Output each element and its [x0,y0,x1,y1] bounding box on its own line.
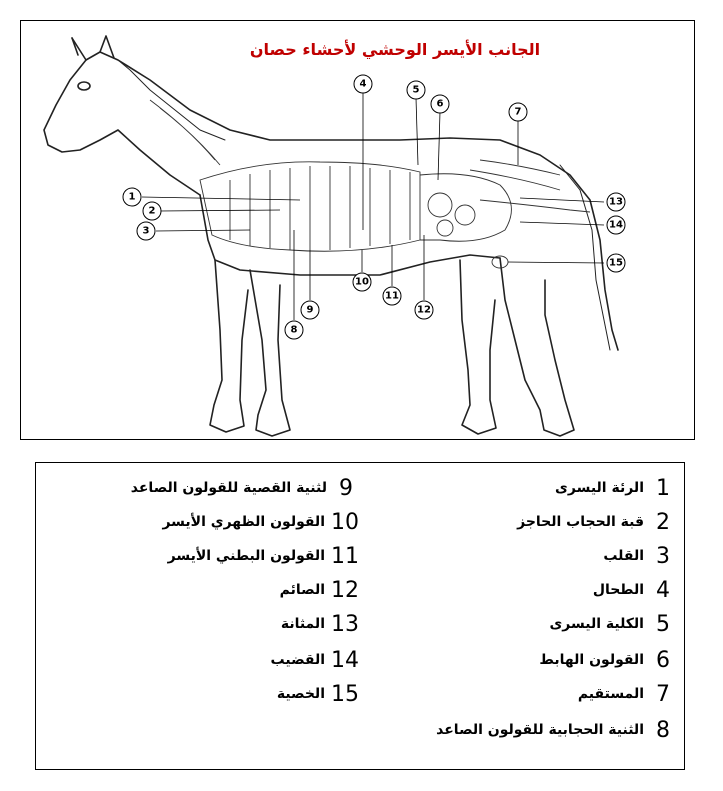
callout-2 [143,202,161,220]
callout-number: 4 [359,78,367,90]
horse-outline [44,36,618,436]
legend-item [593,575,676,605]
legend-label: القولون البطني الأيسر [167,548,325,564]
legend-item [539,645,676,675]
legend-label: الثنية الحجابية للقولون الصاعد [436,722,644,738]
callout-1 [123,188,141,206]
legend-label: القلب [603,548,644,564]
callout-number: 12 [417,304,431,316]
callout-5 [407,81,425,99]
callout-number: 1 [128,191,136,203]
legend-number: 12 [331,577,359,603]
legend-number: 4 [656,577,670,603]
callout-14 [607,216,625,234]
callout-number: 13 [609,196,623,208]
legend-item [162,507,359,537]
legend-item [280,575,359,605]
legend-number: 14 [331,647,359,673]
callout-9 [301,301,319,319]
callout-10 [353,273,371,291]
legend-number: 15 [331,681,359,707]
legend-item [436,715,676,745]
callout-11 [383,287,401,305]
legend-item [578,679,676,709]
legend-item [555,473,676,503]
legend-number: 13 [331,611,359,637]
legend-label: الكلية اليسرى [549,616,644,632]
callout-number: 2 [148,205,156,217]
legend-item [277,679,359,709]
legend-item [517,507,676,537]
callout-3 [137,222,155,240]
legend-item [271,645,359,675]
legend-number: 7 [656,681,670,707]
legend-number: 3 [656,543,670,569]
legend-label: القولون الظهري الأيسر [162,514,325,530]
callout-4 [354,75,372,93]
callout-number: 14 [609,219,623,231]
legend-number: 5 [656,611,670,637]
callout-7 [509,103,527,121]
callout-number: 5 [412,84,420,96]
callout-8 [285,321,303,339]
legend-label: قبة الحجاب الحاجز [517,514,644,530]
callout-number: 7 [514,106,522,118]
legend-label: القضيب [270,652,325,668]
legend-box [35,462,685,770]
diagram-title: الجانب الأيسر الوحشي لأحشاء حصان [249,40,541,59]
callout-number: 3 [142,225,150,237]
legend-number: 8 [656,717,670,743]
legend-item [131,473,359,503]
legend-label: الصائم [279,582,325,598]
organs-sketch [150,100,590,268]
legend-number: 6 [656,647,670,673]
legend-label: القولون الهابط [539,652,644,668]
legend-item [549,609,676,639]
legend-item [603,541,676,571]
legend-label: الخصية [276,686,325,702]
legend-label: الرئة اليسرى [555,480,644,496]
legend-label: المثانة [280,616,325,632]
legend-label: المستقيم [577,686,644,702]
callout-number: 8 [290,324,298,336]
callout-number: 15 [609,257,623,269]
legend-label: لثنية القصية للقولون الصاعد [130,480,327,496]
legend-number: 9 [339,475,353,501]
legend-item [281,609,359,639]
legend-label: الطحال [592,582,644,598]
callout-6 [431,95,449,113]
legend-number: 11 [331,543,359,569]
callout-15 [607,254,625,272]
legend-item [168,541,359,571]
legend-number: 10 [331,509,359,535]
callout-number: 11 [385,290,399,302]
callout-number: 10 [355,276,369,288]
callout-13 [607,193,625,211]
callout-number: 6 [436,98,444,110]
callout-number: 9 [306,304,314,316]
callout-12 [415,301,433,319]
legend-number: 1 [656,475,670,501]
legend-number: 2 [656,509,670,535]
